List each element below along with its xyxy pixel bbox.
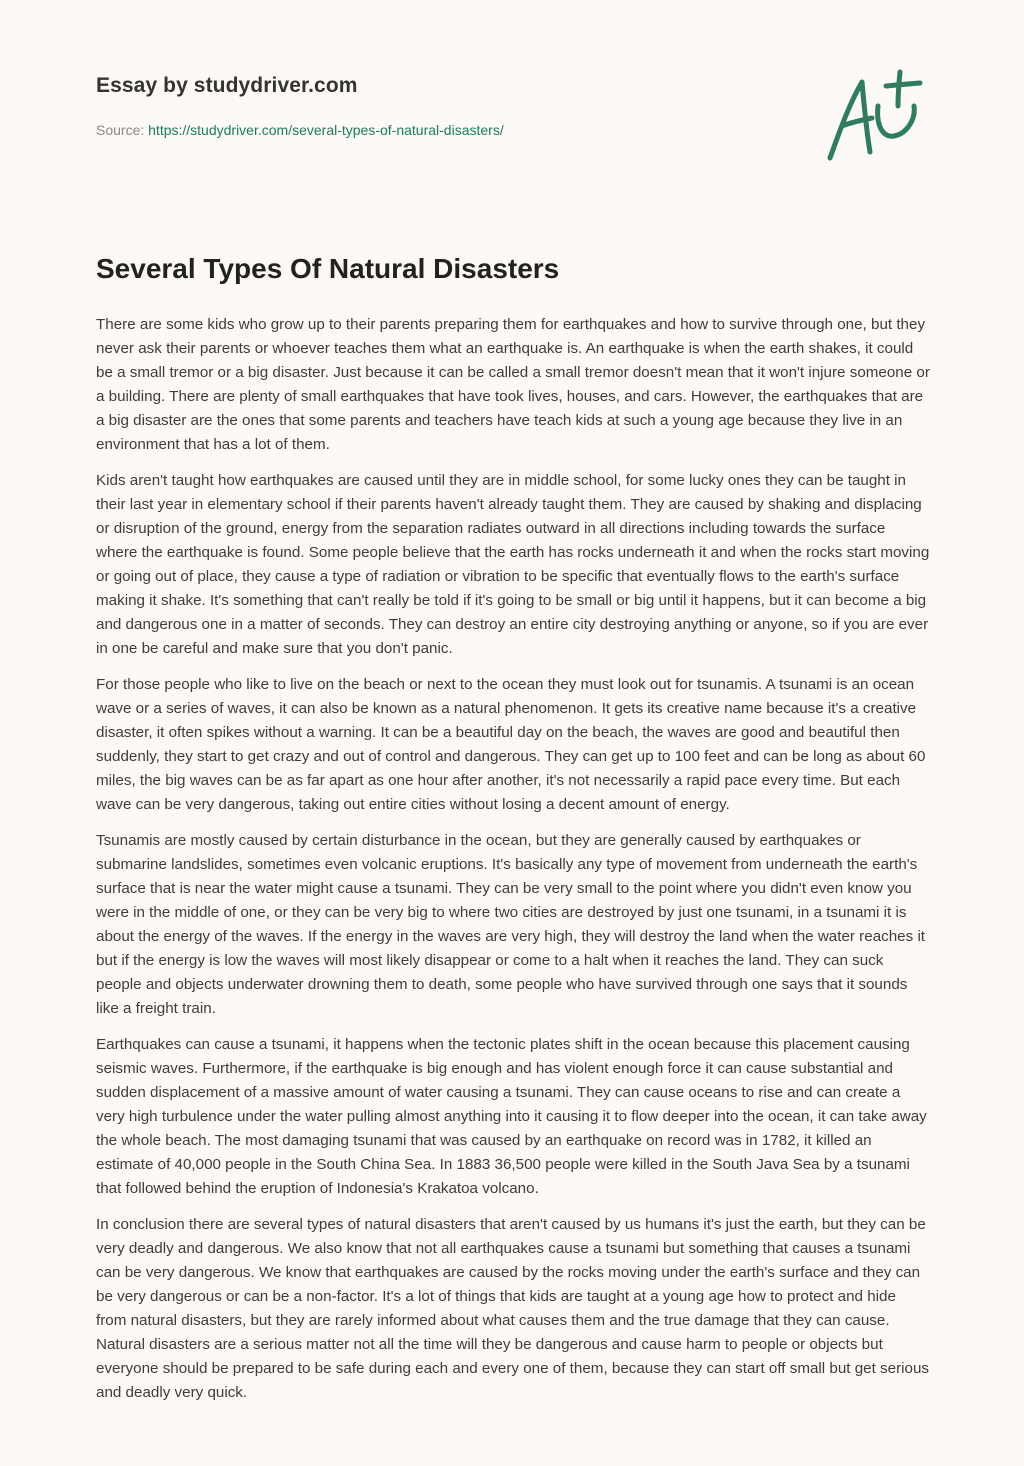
a-plus-logo-icon bbox=[820, 66, 930, 166]
essay-paragraph: There are some kids who grow up to their parents preparing them for earthquakes and how to survive through one, but they never ask their parents or whoever teaches them what an earthquake is. An earthquake is when the earth shakes, it could be a small tremor or a big disaster. Just because it can be called a small tremor doesn't mean that it won't injure someone or a building. There are plenty of small earthquakes that have took lives, houses, and cars. However, the earthquakes that are a big disaster are the ones that some parents and teachers have teach kids at such a young age because they live in an environment that has a lot of them. bbox=[96, 316, 930, 453]
essay-paragraph: Tsunamis are mostly caused by certain disturbance in the ocean, but they are generally caused by earthquakes or submarine landslides, sometimes even volcanic eruptions. It's basically any type of movement from underneath the earth's surface that is near the water might cause a tsunami. They can be very small to the point where you didn't even know you were in the middle of one, or they can be very big to where two cities are destroyed by just one tsunami, in a tsunami it is about the energy of the waves. If the energy in the waves are very high, they will destroy the land when the water reaches it but if the energy is low the waves will most likely disappear or come to a halt when it reaches the land. They can suck people and objects underwater drowning them to death, some people who have survived through one says that it sounds like a freight train. bbox=[96, 832, 926, 1017]
source-link[interactable]: https://studydriver.com/several-types-of-natural-disasters/ bbox=[148, 122, 504, 138]
source-line bbox=[96, 122, 504, 138]
site-header-title: Essay by studydriver.com bbox=[96, 74, 358, 97]
essay-body bbox=[96, 313, 930, 1417]
essay-title: Several Types Of Natural Disasters bbox=[96, 253, 560, 284]
source-label: Source: bbox=[96, 122, 149, 138]
essay-paragraph: For those people who like to live on the beach or next to the ocean they must look out for tsunamis. A tsunami is an ocean wave or a series of waves, it can also be known as a natural phenomenon. It gets its creative name because it's a creative disaster, it often spikes without a warning. It can be a beautiful day on the beach, the waves are good and beautiful then suddenly, they start to get crazy and out of control and dangerous. They can get up to 100 feet and can be long as about 60 miles, the big waves can be as far apart as one hour after another, it's not necessarily a rapid pace every time. But each wave can be very dangerous, taking out entire cities without losing a decent amount of energy. bbox=[96, 676, 926, 813]
a-plus-logo bbox=[820, 66, 930, 166]
essay-paragraph: Earthquakes can cause a tsunami, it happens when the tectonic plates shift in the ocean because this placement causing seismic waves. Furthermore, if the earthquake is big enough and has violent enough force it can cause substantial and sudden displacement of a massive amount of water causing a tsunami. They can cause oceans to rise and can create a very high turbulence under the water pulling almost anything into it causing it to flow deeper into the ocean, it can take away the whole beach. The most damaging tsunami that was caused by an earthquake on record was in 1782, it killed an estimate of 40,000 people in the South China Sea. In 1883 36,500 people were killed in the South Java Sea by a tsunami that followed behind the eruption of Indonesia's Krakatoa volcano. bbox=[96, 1036, 927, 1197]
essay-paragraph: In conclusion there are several types of natural disasters that aren't caused by us humans it's just the earth, but they can be very deadly and dangerous. We also know that not all earthquakes cause a tsunami but something that causes a tsunami can be very dangerous. We know that earthquakes are caused by the rocks moving under the earth's surface and they can be very dangerous or can be a non-factor. It's a lot of things that kids are taught at a young age how to protect and hide from natural disasters, but they are rarely informed about what causes them and the true damage that they can cause. Natural disasters are a serious matter not all the time will they be dangerous and cause harm to people or objects but everyone should be prepared to be safe during each and every one of them, because they can start off small but get serious and deadly very quick. bbox=[96, 1216, 930, 1401]
essay-paragraph: Kids aren't taught how earthquakes are caused until they are in middle school, for some lucky ones they can be taught in their last year in elementary school if their parents haven't already taught them. They are caused by shaking and displacing or disruption of the ground, energy from the separation radiates outward in all directions including towards the surface where the earthquake is found. Some people believe that the earth has rocks underneath it and when the rocks start moving or going out of place, they cause a type of radiation or vibration to be specific that eventually flows to the earth's surface making it shake. It's something that can't really be told if it's going to be small or big until it happens, but it can become a big and dangerous one in a matter of seconds. They can destroy an entire city destroying anything or anyone, so if you are ever in one be careful and make sure that you don't panic. bbox=[96, 472, 930, 657]
